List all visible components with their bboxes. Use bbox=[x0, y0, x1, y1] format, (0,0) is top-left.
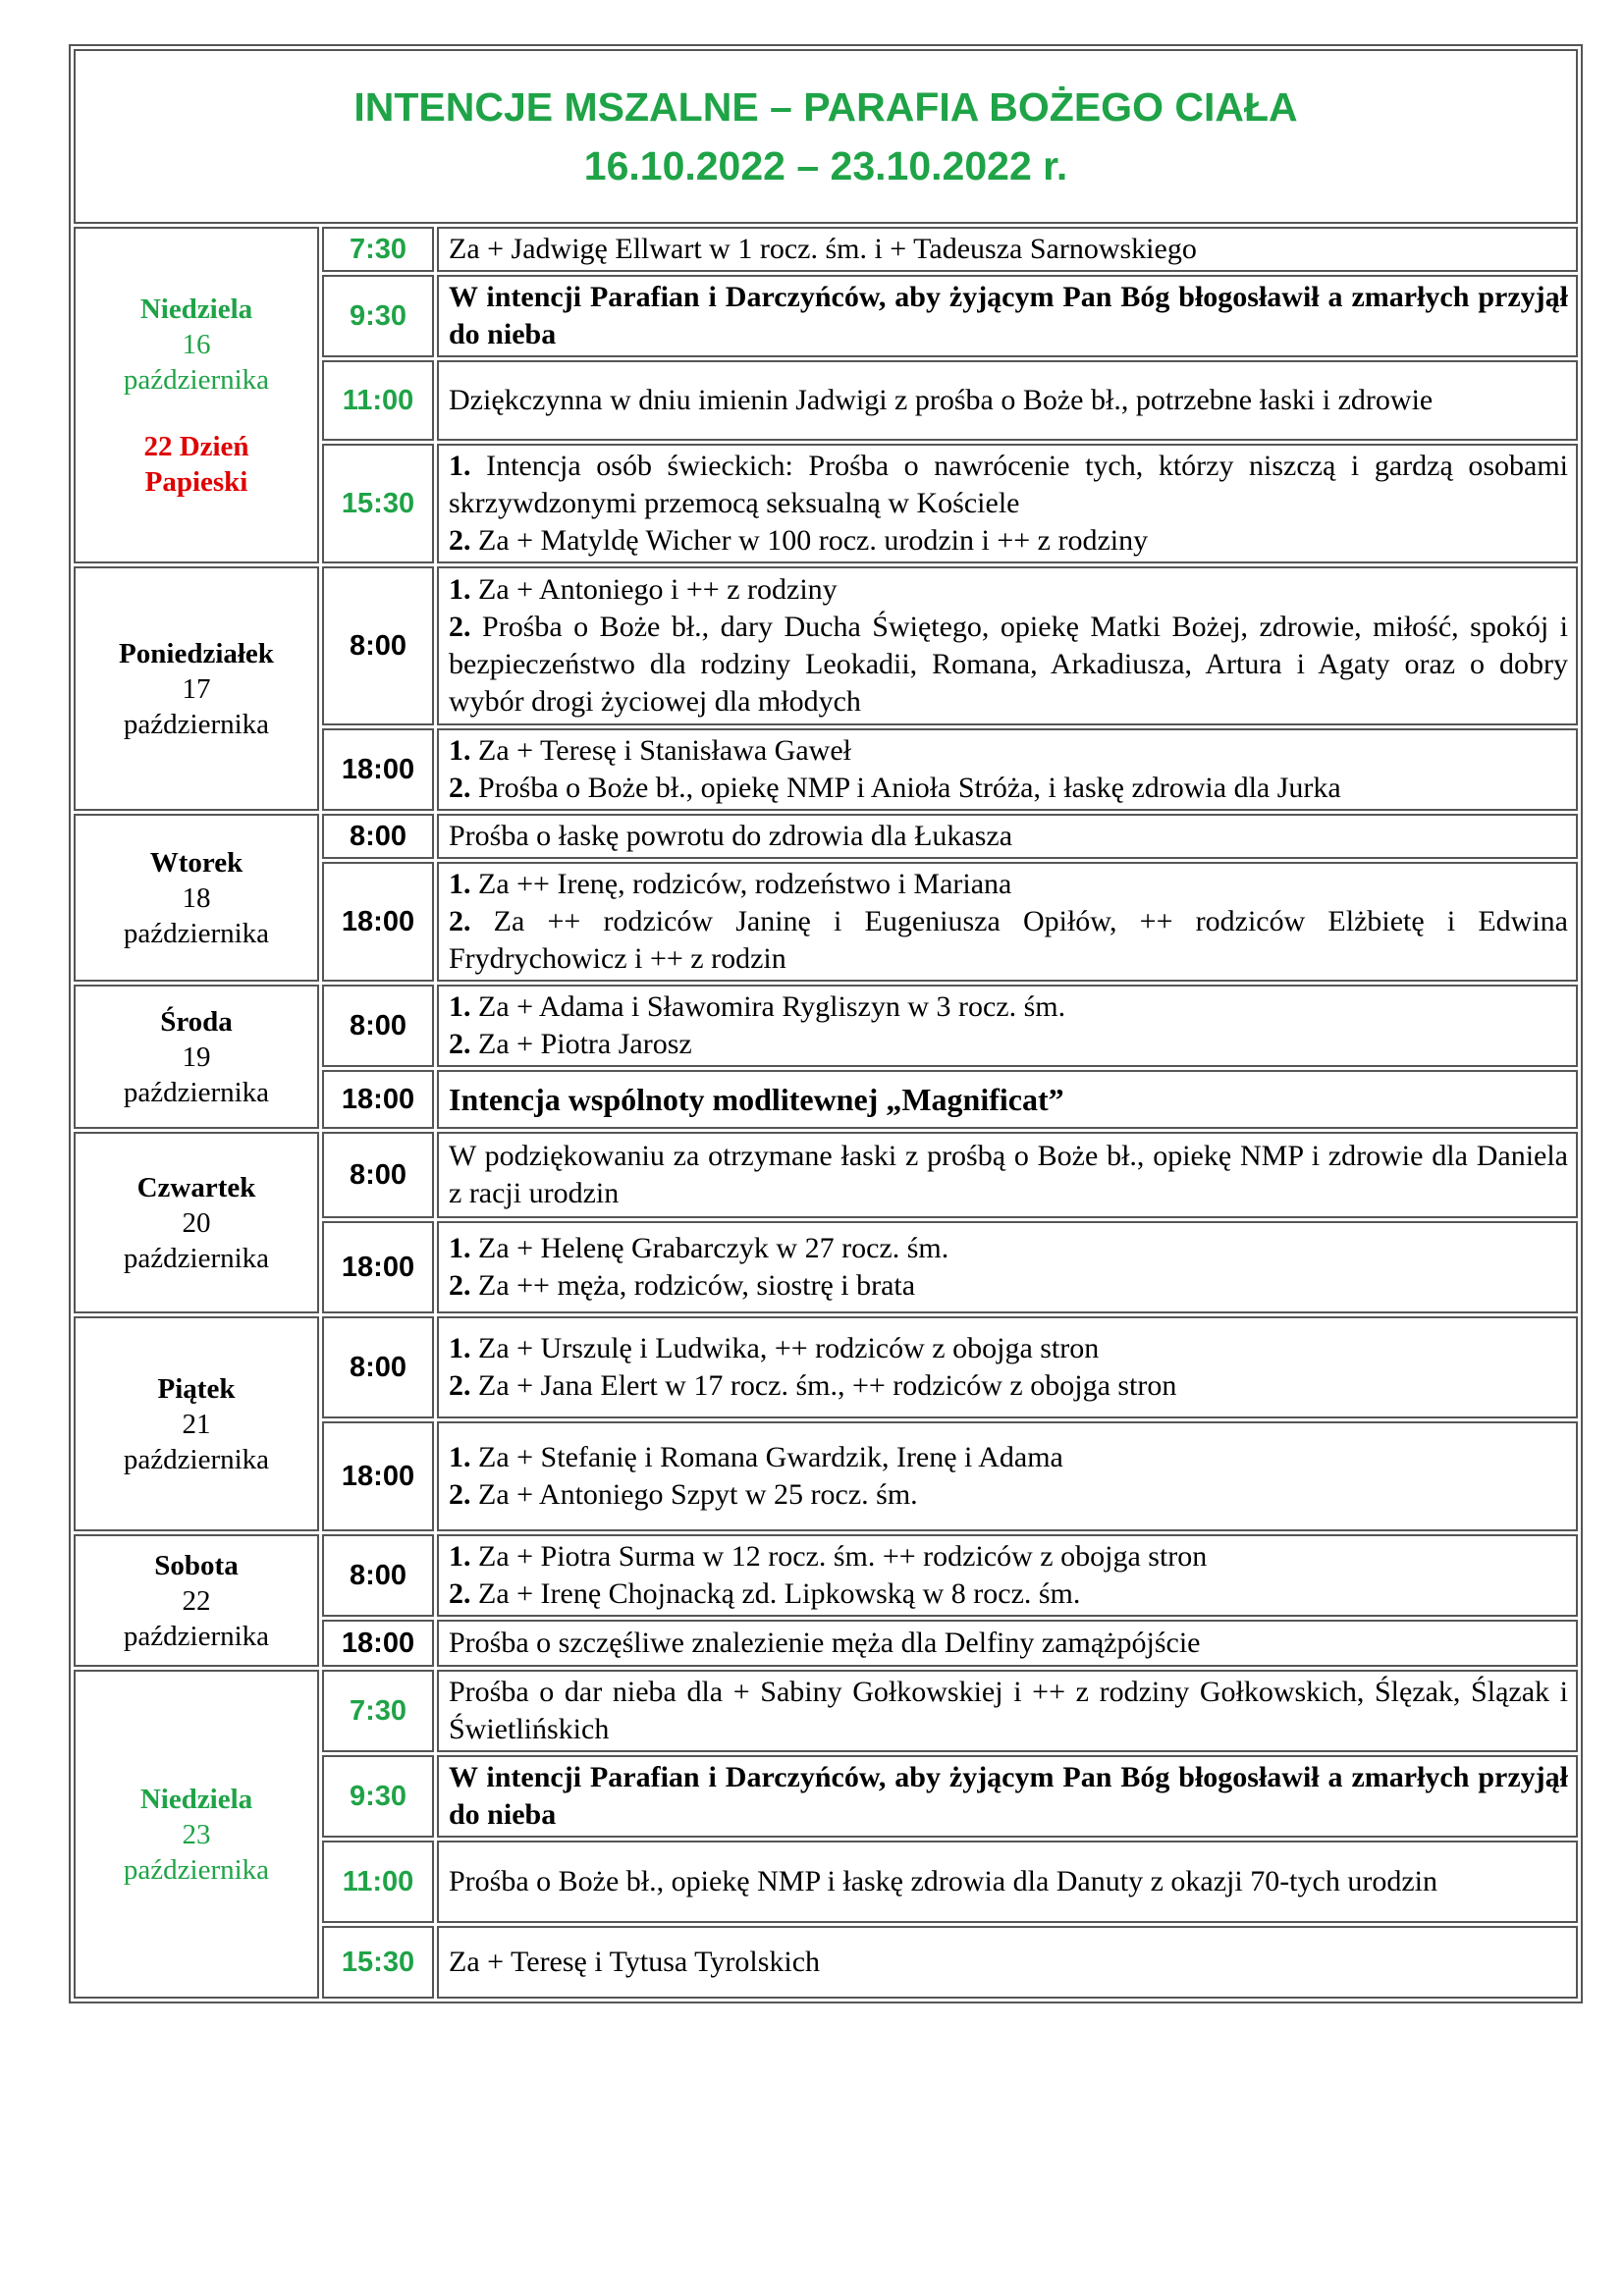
day-name: Poniedziałek bbox=[119, 637, 274, 669]
item-number: 2. bbox=[449, 905, 471, 937]
item-text: Za + Urszulę i Ludwika, ++ rodziców z obojga stron bbox=[478, 1332, 1100, 1364]
intention-cell bbox=[437, 566, 1578, 725]
item-text: Za + Piotra Jarosz bbox=[478, 1028, 692, 1060]
item-text: Za ++ Irenę, rodziców, rodzeństwo i Mariana bbox=[478, 868, 1012, 900]
mass-row bbox=[74, 1534, 1578, 1617]
mass-time: 9:30 bbox=[322, 275, 434, 357]
item-number: 1. bbox=[449, 1441, 471, 1473]
day-number: 16 bbox=[182, 328, 211, 360]
document-sheet bbox=[69, 44, 1583, 2003]
mass-row bbox=[74, 1670, 1578, 1752]
intention-cell bbox=[437, 985, 1578, 1067]
intention-cell bbox=[437, 227, 1578, 272]
item-number: 2. bbox=[449, 1369, 471, 1402]
day-number: 18 bbox=[182, 881, 211, 914]
intention-text: Dziękczynna w dniu imienin Jadwigi z prośba o Boże bł., potrzebne łaski i zdrowie bbox=[449, 384, 1434, 416]
mass-row bbox=[74, 1316, 1578, 1418]
mass-time: 18:00 bbox=[322, 1421, 434, 1531]
day-cell-sunday-16 bbox=[74, 227, 319, 563]
item-text: Za + Stefanię i Romana Gwardzik, Irenę i Adama bbox=[478, 1441, 1063, 1473]
mass-time: 18:00 bbox=[322, 1070, 434, 1129]
item-text: Intencja osób świeckich: Prośba o nawrócenie tych, którzy niszczą i gardzą osobami skrzywdzonymi przemocą seksualną w Kościele bbox=[449, 450, 1569, 519]
intention-cell bbox=[437, 1070, 1578, 1129]
mass-time: 8:00 bbox=[322, 1132, 434, 1218]
day-number: 23 bbox=[182, 1818, 211, 1850]
item-number: 1. bbox=[449, 450, 471, 482]
item-text: Za + Matyldę Wicher w 100 rocz. urodzin i ++ z rodziny bbox=[478, 524, 1149, 557]
mass-time: 7:30 bbox=[322, 227, 434, 272]
intention-cell bbox=[437, 1841, 1578, 1923]
date-range: 16.10.2022 – 23.10.2022 r. bbox=[583, 143, 1068, 188]
mass-time: 11:00 bbox=[322, 360, 434, 441]
mass-row bbox=[74, 985, 1578, 1067]
intention-cell bbox=[437, 1926, 1578, 1999]
mass-time: 15:30 bbox=[322, 1926, 434, 1999]
day-name: Czwartek bbox=[136, 1171, 256, 1203]
title-cell bbox=[74, 49, 1578, 224]
intention-item bbox=[449, 1575, 1568, 1613]
intention-item bbox=[449, 1476, 1568, 1514]
intention-text: Prośba o szczęśliwe znalezienie męża dla Delfiny zamążpójście bbox=[449, 1627, 1201, 1659]
mass-time: 18:00 bbox=[322, 728, 434, 811]
item-number: 2. bbox=[449, 524, 471, 557]
intention-text: W intencji Parafian i Darczyńców, aby żyjącym Pan Bóg błogosławił a zmarłych przyjął do nieba bbox=[449, 1761, 1568, 1831]
intention-item bbox=[449, 770, 1568, 807]
mass-intentions-table bbox=[69, 44, 1583, 2003]
day-name: Sobota bbox=[154, 1549, 239, 1581]
item-text: Za ++ rodziców Janinę i Eugeniusza Opiłów, ++ rodziców Elżbietę i Edwina Frydrychowicz i ++ z rodzin bbox=[449, 905, 1568, 975]
intention-text: Prośba o łaskę powrotu do zdrowia dla Łukasza bbox=[449, 820, 1013, 852]
item-number: 1. bbox=[449, 1232, 471, 1264]
intention-cell bbox=[437, 1221, 1578, 1313]
intention-cell bbox=[437, 862, 1578, 982]
intention-cell bbox=[437, 1132, 1578, 1218]
intention-cell bbox=[437, 728, 1578, 811]
mass-time: 8:00 bbox=[322, 1534, 434, 1617]
day-cell-wednesday-19 bbox=[74, 985, 319, 1129]
item-number: 2. bbox=[449, 611, 471, 643]
day-cell-monday-17 bbox=[74, 566, 319, 811]
intention-item bbox=[449, 988, 1568, 1026]
day-name: Wtorek bbox=[149, 846, 244, 879]
intention-item bbox=[449, 732, 1568, 770]
mass-row bbox=[74, 566, 1578, 725]
intention-item bbox=[449, 866, 1568, 903]
day-month: października bbox=[123, 1443, 270, 1475]
intention-cell bbox=[437, 1670, 1578, 1752]
item-text: Za + Jana Elert w 17 rocz. śm., ++ rodziców z obojga stron bbox=[478, 1369, 1177, 1402]
intention-item bbox=[449, 1538, 1568, 1575]
intention-item bbox=[449, 571, 1568, 609]
special-day-label bbox=[76, 429, 317, 500]
title-row bbox=[74, 49, 1578, 224]
day-cell-thursday-20 bbox=[74, 1132, 319, 1313]
item-number: 2. bbox=[449, 1269, 471, 1302]
intention-text: Intencja wspólnoty modlitewnej „Magnificat” bbox=[449, 1082, 1064, 1117]
mass-time: 8:00 bbox=[322, 566, 434, 725]
mass-time: 8:00 bbox=[322, 814, 434, 859]
mass-time: 9:30 bbox=[322, 1755, 434, 1838]
day-month: października bbox=[123, 1853, 270, 1886]
item-number: 1. bbox=[449, 573, 471, 606]
mass-row bbox=[74, 1132, 1578, 1218]
intention-item bbox=[449, 903, 1568, 978]
intention-item bbox=[449, 1267, 1568, 1305]
day-number: 22 bbox=[182, 1584, 211, 1617]
mass-time: 8:00 bbox=[322, 1316, 434, 1418]
day-number: 19 bbox=[182, 1041, 211, 1073]
mass-time: 18:00 bbox=[322, 862, 434, 982]
item-number: 2. bbox=[449, 1577, 471, 1610]
item-text: Za ++ męża, rodziców, siostrę i brata bbox=[478, 1269, 916, 1302]
day-cell-tuesday-18 bbox=[74, 814, 319, 982]
day-name: Niedziela bbox=[139, 293, 253, 325]
item-number: 1. bbox=[449, 1540, 471, 1573]
item-number: 2. bbox=[449, 772, 471, 804]
intention-text: Za + Teresę i Tytusa Tyrolskich bbox=[449, 1946, 821, 1978]
item-text: Za + Antoniego i ++ z rodziny bbox=[478, 573, 838, 606]
item-number: 2. bbox=[449, 1478, 471, 1511]
item-number: 1. bbox=[449, 734, 471, 767]
mass-time: 18:00 bbox=[322, 1620, 434, 1667]
day-cell-sunday-23 bbox=[74, 1670, 319, 1999]
mass-time: 7:30 bbox=[322, 1670, 434, 1752]
intention-cell bbox=[437, 360, 1578, 441]
day-month: października bbox=[123, 1620, 270, 1652]
mass-row bbox=[74, 227, 1578, 272]
intention-item bbox=[449, 609, 1568, 721]
day-number: 21 bbox=[182, 1408, 211, 1440]
intention-text: Za + Jadwigę Ellwart w 1 rocz. śm. i + Tadeusza Sarnowskiego bbox=[449, 233, 1197, 265]
intention-item bbox=[449, 1230, 1568, 1267]
day-name: Środa bbox=[160, 1005, 233, 1038]
item-number: 1. bbox=[449, 868, 471, 900]
page-title: INTENCJE MSZALNE – PARAFIA BOŻEGO CIAŁA bbox=[353, 84, 1298, 130]
item-number: 1. bbox=[449, 990, 471, 1023]
intention-item bbox=[449, 448, 1568, 522]
intention-item bbox=[449, 522, 1568, 560]
item-text: Za + Antoniego Szpyt w 25 rocz. śm. bbox=[478, 1478, 918, 1511]
day-number: 20 bbox=[182, 1206, 211, 1239]
item-text: Prośba o Boże bł., opiekę NMP i Anioła Stróża, i łaskę zdrowia dla Jurka bbox=[478, 772, 1341, 804]
special-day-line1: 22 Dzień bbox=[143, 430, 249, 462]
intention-item bbox=[449, 1330, 1568, 1367]
item-text: Za + Adama i Sławomira Rygliszyn w 3 rocz. śm. bbox=[478, 990, 1066, 1023]
item-text: Za + Irenę Chojnacką zd. Lipkowską w 8 rocz. śm. bbox=[478, 1577, 1081, 1610]
item-text: Za + Teresę i Stanisława Gaweł bbox=[478, 734, 851, 767]
intention-cell bbox=[437, 1316, 1578, 1418]
item-text: Prośba o Boże bł., dary Ducha Świętego, opiekę Matki Bożej, zdrowie, miłość, spokój i bezpieczeństwo dla rodziny Leokadii, Romana, Arkadiusza, Artura i Agaty oraz o dobry wybór drogi życiowej dla młodych bbox=[449, 611, 1568, 718]
intention-cell bbox=[437, 1534, 1578, 1617]
item-number: 1. bbox=[449, 1332, 471, 1364]
intention-item bbox=[449, 1439, 1568, 1476]
special-day-line2: Papieski bbox=[144, 465, 248, 498]
mass-time: 8:00 bbox=[322, 985, 434, 1067]
day-month: października bbox=[123, 917, 270, 949]
intention-item bbox=[449, 1367, 1568, 1405]
item-text: Za + Piotra Surma w 12 rocz. śm. ++ rodziców z obojga stron bbox=[478, 1540, 1208, 1573]
intention-cell bbox=[437, 1755, 1578, 1838]
day-month: października bbox=[123, 1242, 270, 1274]
intention-cell bbox=[437, 444, 1578, 563]
intention-cell bbox=[437, 275, 1578, 357]
day-name: Niedziela bbox=[139, 1783, 253, 1815]
day-cell-saturday-22 bbox=[74, 1534, 319, 1667]
mass-time: 11:00 bbox=[322, 1841, 434, 1923]
day-number: 17 bbox=[182, 672, 211, 705]
day-month: października bbox=[123, 363, 270, 396]
item-text: Za + Helenę Grabarczyk w 27 rocz. śm. bbox=[478, 1232, 949, 1264]
day-name: Piątek bbox=[157, 1372, 236, 1405]
intention-text: Prośba o dar nieba dla + Sabiny Gołkowskiej i ++ z rodziny Gołkowskich, Ślęzak, Ślązak i Świetlińskich bbox=[449, 1676, 1568, 1745]
mass-time: 18:00 bbox=[322, 1221, 434, 1313]
intention-text: W intencji Parafian i Darczyńców, aby żyjącym Pan Bóg błogosławił a zmarłych przyjął do nieba bbox=[449, 281, 1568, 350]
intention-text: Prośba o Boże bł., opiekę NMP i łaskę zdrowia dla Danuty z okazji 70-tych urodzin bbox=[449, 1865, 1437, 1897]
intention-cell bbox=[437, 814, 1578, 859]
day-month: października bbox=[123, 708, 270, 740]
mass-time: 15:30 bbox=[322, 444, 434, 563]
day-cell-friday-21 bbox=[74, 1316, 319, 1531]
item-number: 2. bbox=[449, 1028, 471, 1060]
mass-row bbox=[74, 814, 1578, 859]
intention-cell bbox=[437, 1421, 1578, 1531]
intention-cell bbox=[437, 1620, 1578, 1667]
intention-text: W podziękowaniu za otrzymane łaski z prośbą o Boże bł., opiekę NMP i zdrowie dla Daniela z racji urodzin bbox=[449, 1140, 1568, 1209]
intention-item bbox=[449, 1026, 1568, 1063]
day-month: października bbox=[123, 1076, 270, 1108]
